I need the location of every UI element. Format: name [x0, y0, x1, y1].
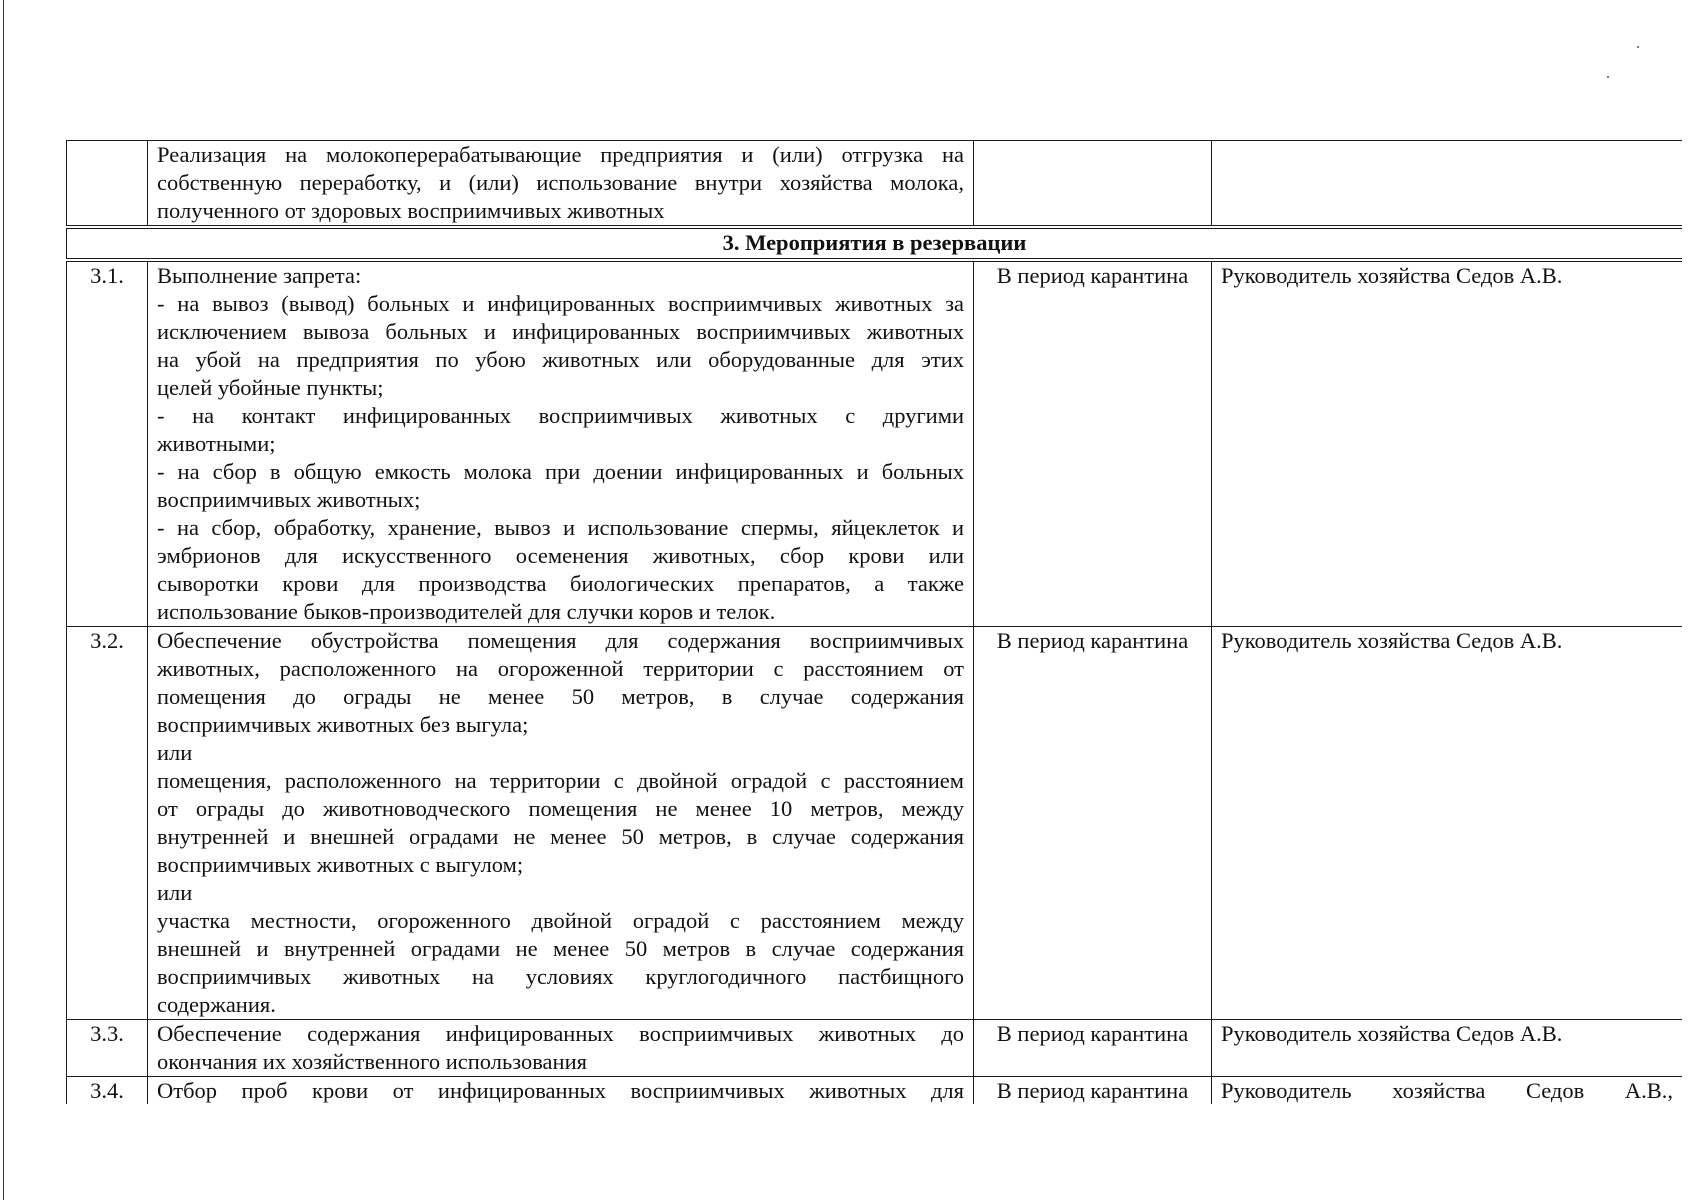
responsible-cell: Руководитель хозяйства Седов А.В. — [1212, 627, 1683, 1020]
section-row — [67, 227, 1683, 260]
text-line: участка местности, огороженного двойной оградой с расстоянием между — [157, 908, 964, 933]
text-line: сыворотки крови для производства биологических препаратов, а также — [157, 571, 964, 596]
text-line: - на сбор в общую емкость молока при доении инфицированных и больных — [157, 459, 964, 484]
measures-table — [66, 140, 1682, 1104]
text-line: помещения до ограды не менее 50 метров, в случае содержания — [157, 684, 964, 709]
measure-text — [148, 260, 974, 627]
table-row — [67, 260, 1683, 627]
text-line: Реализация на молокоперерабатывающие предприятия и (или) отгрузка на — [157, 142, 964, 167]
text-line: содержания. — [157, 992, 276, 1017]
text-line: целей убойные пункты; — [157, 375, 384, 400]
row-number — [67, 141, 148, 228]
text-line: или — [157, 740, 193, 765]
table-row — [67, 627, 1683, 1020]
text-line: восприимчивых животных без выгула; — [157, 712, 529, 737]
text-line: полученного от здоровых восприимчивых животных — [157, 198, 665, 223]
text-line: - на контакт инфицированных восприимчивых животных с другими — [157, 403, 964, 428]
text-line: Выполнение запрета: — [157, 263, 362, 288]
responsible-cell — [1212, 141, 1683, 228]
text-line: восприимчивых животных с выгулом; — [157, 852, 524, 877]
table-row — [67, 1020, 1683, 1077]
text-line: от ограды до животноводческого помещения не менее 10 метров, между — [157, 796, 964, 821]
period-cell: В период карантина — [974, 1077, 1212, 1105]
text-line: Отбор проб крови от инфицированных восприимчивых животных для — [157, 1078, 964, 1103]
text-line: помещения, расположенного на территории с двойной оградой с расстоянием — [157, 768, 964, 793]
period-cell: В период карантина — [974, 260, 1212, 627]
measure-text — [148, 1077, 974, 1105]
text-line: эмбрионов для искусственного осеменения животных, сбор крови или — [157, 543, 964, 568]
text-line: - на сбор, обработку, хранение, вывоз и использование спермы, яйцеклеток и — [157, 515, 964, 540]
text-line: внешней и внутренней оградами не менее 50 метров в случае содержания — [157, 936, 964, 961]
row-number: 3.3. — [67, 1020, 148, 1077]
section-title: 3. Мероприятия в резервации — [67, 227, 1683, 260]
text-line: собственную переработку, и (или) использование внутри хозяйства молока, — [157, 170, 964, 195]
text-line: внутренней и внешней оградами не менее 50 метров, в случае содержания — [157, 824, 964, 849]
text-line: Обеспечение обустройства помещения для содержания восприимчивых — [157, 628, 964, 653]
measure-text — [148, 141, 974, 228]
table-row — [67, 1077, 1683, 1105]
text-line: или — [157, 880, 193, 905]
text-line: окончания их хозяйственного использования — [157, 1049, 587, 1074]
text-line: животных, расположенного на огороженной территории с расстоянием от — [157, 656, 964, 681]
scan-speck — [1637, 46, 1639, 48]
period-cell: В период карантина — [974, 1020, 1212, 1077]
period-cell — [974, 141, 1212, 228]
row-number: 3.4. — [67, 1077, 148, 1105]
scan-speck — [1607, 76, 1609, 78]
text-line: на убой на предприятия по убою животных или оборудованные для этих — [157, 347, 964, 372]
row-number: 3.1. — [67, 260, 148, 627]
period-cell: В период карантина — [974, 627, 1212, 1020]
measure-text — [148, 627, 974, 1020]
text-line: животными; — [157, 431, 276, 456]
text-line: Обеспечение содержания инфицированных восприимчивых животных до — [157, 1021, 964, 1046]
responsible-cell: Руководитель хозяйства Седов А.В. — [1212, 260, 1683, 627]
responsible-cell: Руководитель хозяйства Седов А.В. — [1212, 1020, 1683, 1077]
responsible-cell: Руководитель хозяйства Седов А.В., — [1212, 1077, 1683, 1105]
text-line: восприимчивых животных; — [157, 487, 421, 512]
measure-text — [148, 1020, 974, 1077]
scan-left-edge — [3, 0, 4, 1200]
text-line: исключением вывоза больных и инфицированных восприимчивых животных — [157, 319, 964, 344]
table-row — [67, 141, 1683, 228]
text-line: - на вывоз (вывод) больных и инфицированных восприимчивых животных за — [157, 291, 964, 316]
text-line: восприимчивых животных на условиях круглогодичного пастбищного — [157, 964, 964, 989]
document-page — [66, 140, 1682, 1104]
text-line: использование быков-производителей для случки коров и телок. — [157, 599, 776, 624]
row-number: 3.2. — [67, 627, 148, 1020]
